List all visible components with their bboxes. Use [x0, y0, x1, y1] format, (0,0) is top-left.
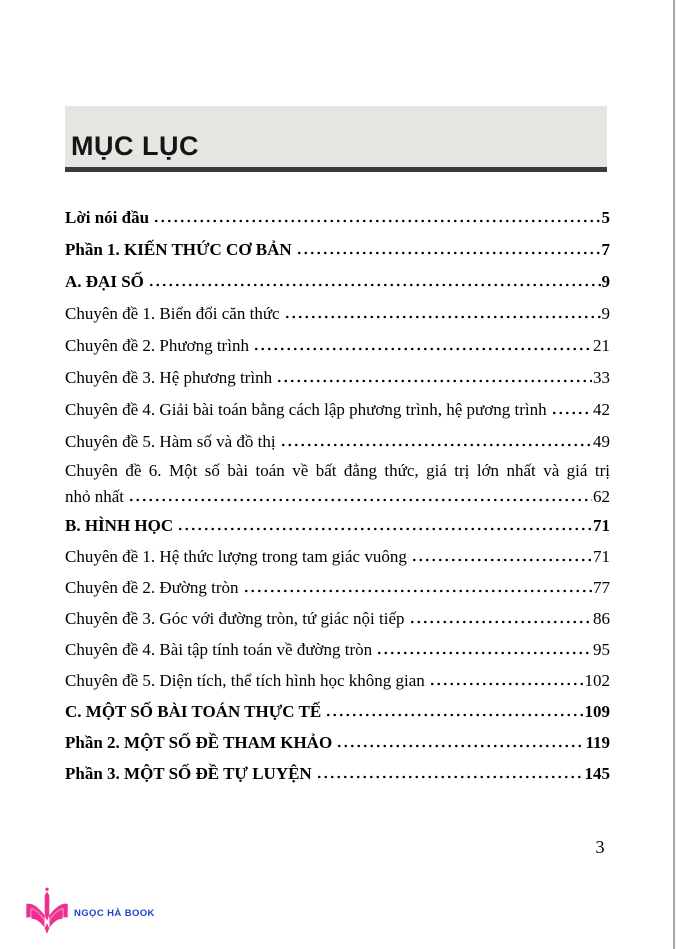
toc-entry [65, 202, 610, 234]
toc-entry [65, 634, 610, 665]
toc-entry [65, 727, 610, 758]
toc-entry-page: 42 [593, 400, 610, 419]
toc-leader-dots [325, 713, 583, 717]
toc-entry [65, 458, 610, 510]
toc-entry [65, 362, 610, 394]
toc-leader-dots [376, 651, 592, 655]
toc-leader-dots [148, 283, 601, 287]
publisher-name: NGỌC HÀ BOOK [74, 907, 155, 919]
toc-entry-page: 86 [593, 609, 610, 628]
toc-entry-title: Phần 3. MỘT SỐ ĐỀ TỰ LUYỆN [65, 764, 312, 783]
toc-entry-page: 62 [593, 487, 610, 506]
page-number: 3 [595, 837, 605, 857]
toc-entry [65, 298, 610, 330]
toc-entry-page: 119 [585, 733, 610, 752]
toc-leader-dots [409, 620, 592, 624]
toc-entry-title: Lời nói đầu [65, 208, 150, 227]
toc-entry [65, 426, 610, 458]
toc-entry-title: Chuyên đề 1. Hệ thức lượng trong tam giác vuông [65, 547, 407, 566]
toc-entry-title: Chuyên đề 3. Góc với đường tròn, tứ giác nội tiếp [65, 609, 405, 628]
toc-list [65, 202, 610, 789]
toc-leader-dots [153, 219, 600, 223]
page-title: MỤC LỤC [71, 131, 199, 161]
toc-leader-dots [243, 589, 592, 593]
toc-leader-dots [296, 251, 601, 255]
toc-leader-dots [253, 347, 592, 351]
toc-leader-dots [128, 498, 592, 502]
toc-leader-dots [551, 411, 592, 415]
toc-entry-title: Chuyên đề 6. Một số bài toán về bất đẳng thức, giá trị lớn nhất và giá trị [65, 461, 610, 480]
toc-header-banner [65, 106, 607, 172]
toc-entry [65, 541, 610, 572]
toc-entry-page: 109 [584, 702, 610, 721]
toc-entry [65, 510, 610, 541]
toc-entry-title: A. ĐẠI SỐ [65, 272, 144, 291]
toc-entry [65, 330, 610, 362]
toc-leader-dots [316, 775, 584, 779]
toc-leader-dots [411, 558, 592, 562]
toc-entry-title: Chuyên đề 5. Hàm số và đồ thị [65, 432, 276, 451]
toc-leader-dots [284, 315, 601, 319]
toc-entry-page: 71 [593, 516, 610, 535]
toc-entry-title: Chuyên đề 5. Diện tích, thể tích hình học không gian [65, 671, 425, 690]
toc-entry-title: Chuyên đề 4. Giải bài toán bằng cách lập phương trình, hệ pương trình [65, 400, 547, 419]
toc-entry-title: Phần 2. MỘT SỐ ĐỀ THAM KHẢO [65, 733, 333, 752]
toc-entry [65, 234, 610, 266]
toc-entry-title: Chuyên đề 1. Biển đổi căn thức [65, 304, 280, 323]
toc-entry-title: Chuyên đề 2. Phương trình [65, 336, 249, 355]
toc-leader-dots [336, 744, 584, 748]
toc-entry [65, 603, 610, 634]
toc-entry-page: 7 [601, 240, 610, 259]
toc-entry [65, 572, 610, 603]
toc-entry [65, 696, 610, 727]
toc-entry-page: 102 [584, 671, 610, 690]
toc-entry-page: 77 [593, 578, 610, 597]
toc-entry-page: 5 [601, 208, 610, 227]
toc-entry-page: 95 [593, 640, 610, 659]
toc-entry-page: 49 [593, 432, 610, 451]
publisher-logo [24, 884, 155, 936]
toc-entry [65, 758, 610, 789]
toc-entry-page: 21 [593, 336, 610, 355]
open-book-pen-icon [24, 884, 70, 936]
toc-entry-title: Phần 1. KIẾN THỨC CƠ BẢN [65, 240, 292, 259]
toc-leader-dots [429, 682, 584, 686]
toc-entry-title-wrap: nhỏ nhất [65, 487, 125, 506]
toc-entry-page: 9 [601, 304, 610, 323]
toc-entry [65, 665, 610, 696]
toc-entry-title: B. HÌNH HỌC [65, 516, 174, 535]
toc-leader-dots [280, 443, 592, 447]
toc-entry-page: 145 [584, 764, 610, 783]
toc-entry-title: Chuyên đề 2. Đường tròn [65, 578, 239, 597]
toc-entry-title: C. MỘT SỐ BÀI TOÁN THỰC TẾ [65, 702, 322, 721]
toc-entry [65, 266, 610, 298]
toc-entry-title: Chuyên đề 4. Bài tập tính toán về đường tròn [65, 640, 373, 659]
toc-entry-page: 33 [593, 368, 610, 387]
toc-entry-page: 71 [593, 547, 610, 566]
toc-entry [65, 394, 610, 426]
toc-entry-title: Chuyên đề 3. Hệ phương trình [65, 368, 273, 387]
page-edge-line [673, 0, 675, 949]
toc-leader-dots [276, 379, 592, 383]
toc-entry-page: 9 [601, 272, 610, 291]
toc-leader-dots [177, 527, 592, 531]
